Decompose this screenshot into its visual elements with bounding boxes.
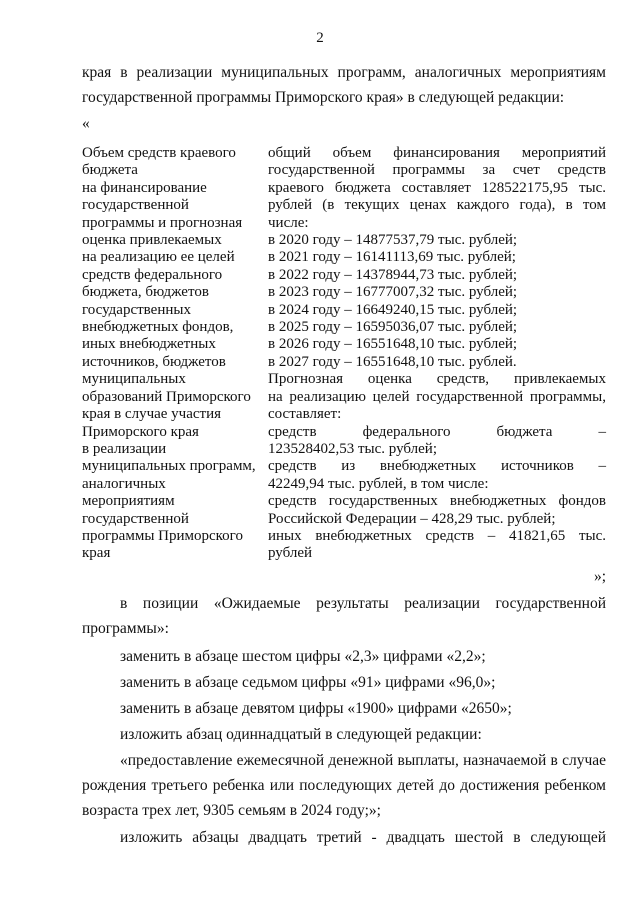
quote-paragraph-line1-wrap bbox=[82, 748, 606, 773]
replace-9-paragraph: заменить в абзаце девятом цифры «1900» цифрами «2650»; bbox=[120, 700, 512, 717]
last-paragraph bbox=[82, 825, 606, 850]
quote-line-3: возраста трех лет, 9305 семьям в 2024 году;»; bbox=[82, 802, 381, 819]
passport-left-line: на финансирование bbox=[82, 179, 207, 196]
passport-right-line: общий объем финансирования мероприятий bbox=[268, 145, 606, 161]
passport-right-line: иных внебюджетных средств – 41821,65 тыс. bbox=[268, 527, 606, 544]
passport-left-line: аналогичных bbox=[82, 475, 166, 492]
intro-paragraph bbox=[82, 60, 606, 110]
replace-6-paragraph: заменить в абзаце шестом цифры «2,3» цифрами «2,2»; bbox=[120, 648, 486, 665]
passport-right-line: на реализацию целей государственной программы, bbox=[268, 388, 606, 405]
page-number: 2 bbox=[316, 30, 324, 46]
passport-left-line: средств федерального bbox=[82, 266, 223, 283]
passport-left-line: государственных bbox=[82, 301, 191, 318]
quote-line-2: рождения третьего ребенка или последующих детей до достижения ребенком bbox=[82, 777, 606, 794]
passport-left-line: в реализации bbox=[82, 440, 167, 457]
passport-left-line: Объем средств краевого bbox=[82, 145, 236, 161]
passport-right-line: в 2026 году – 16551648,10 тыс. рублей; bbox=[268, 336, 518, 353]
passport-left-line: программы Приморского bbox=[82, 527, 243, 544]
passport-right-line: государственной программы за счет средств bbox=[268, 162, 606, 179]
passport-right-line: рублей bbox=[268, 545, 313, 562]
passport-left-column bbox=[82, 145, 254, 563]
close-quote: »; bbox=[593, 568, 606, 585]
open-quote: « bbox=[82, 115, 90, 132]
passport-right-line: 42249,94 тыс. рублей, в том числе: bbox=[268, 475, 489, 492]
passport-left-line: бюджета, бюджетов bbox=[82, 284, 209, 301]
passport-left-line: источников, бюджетов bbox=[82, 353, 226, 370]
passport-left-line: государственной bbox=[82, 510, 189, 527]
passport-left-line: внебюджетных фондов, bbox=[82, 319, 234, 336]
passport-left-line: оценка привлекаемых bbox=[82, 232, 222, 249]
passport-right-line: числе: bbox=[268, 214, 309, 231]
passport-left-line: муниципальных bbox=[82, 371, 186, 388]
passport-right-line: средств из внебюджетных источников – bbox=[268, 458, 606, 475]
passport-table bbox=[82, 145, 606, 563]
passport-left-line: края в случае участия bbox=[82, 406, 222, 423]
last-line: изложить абзацы двадцать третий - двадцать шестой в следующей bbox=[120, 829, 606, 846]
passport-right-line: краевого бюджета составляет 128522175,95 тыс. bbox=[268, 179, 606, 196]
passport-left-line: государственной bbox=[82, 197, 189, 214]
passport-right-line: средств государственных внебюджетных фондов bbox=[268, 493, 606, 510]
quote-line-1: «предоставление ежемесячной денежной выплаты, назначаемой в случае bbox=[120, 752, 606, 769]
passport-right-line: Прогнозная оценка средств, привлекаемых bbox=[268, 371, 606, 388]
passport-right-line: Российской Федерации – 428,29 тыс. рублей; bbox=[268, 510, 556, 527]
position-line-1: в позиции «Ожидаемые результаты реализации государственной bbox=[120, 595, 606, 612]
passport-right-line: в 2027 году – 16551648,10 тыс. рублей. bbox=[268, 353, 517, 370]
passport-left-line: образований Приморского bbox=[82, 388, 251, 405]
passport-left-line: бюджета bbox=[82, 162, 138, 179]
passport-right-line: в 2024 году – 16649240,15 тыс. рублей; bbox=[268, 301, 518, 318]
intro-line-2: государственной программы Приморского края» в следующей редакции: bbox=[82, 89, 565, 106]
passport-right-line: в 2020 году – 14877537,79 тыс. рублей; bbox=[268, 232, 518, 249]
position-line-2: программы»: bbox=[82, 620, 169, 637]
passport-right-line: средств федерального бюджета – bbox=[268, 423, 606, 440]
passport-left-line: программы и прогнозная bbox=[82, 214, 243, 231]
position-paragraph bbox=[82, 591, 606, 616]
passport-left-line: мероприятиям bbox=[82, 493, 175, 510]
state-11-paragraph: изложить абзац одиннадцатый в следующей редакции: bbox=[120, 726, 482, 743]
replace-7-paragraph: заменить в абзаце седьмом цифры «91» цифрами «96,0»; bbox=[120, 674, 496, 691]
passport-left-line: иных внебюджетных bbox=[82, 336, 216, 353]
passport-left-line: края bbox=[82, 545, 111, 562]
passport-right-line: рублей (в текущих ценах каждого года), в том bbox=[268, 197, 606, 214]
passport-left-line: муниципальных программ, bbox=[82, 458, 256, 475]
passport-right-line: в 2021 году – 16141113,69 тыс. рублей; bbox=[268, 249, 516, 266]
passport-left-line: Приморского края bbox=[82, 423, 199, 440]
passport-right-line: составляет: bbox=[268, 406, 342, 423]
position-paragraph-cont bbox=[82, 616, 606, 641]
quote-paragraph-cont bbox=[82, 773, 606, 823]
passport-right-column bbox=[268, 145, 606, 563]
passport-right-line: в 2025 году – 16595036,07 тыс. рублей; bbox=[268, 319, 518, 336]
passport-right-line: 123528402,53 тыс. рублей; bbox=[268, 440, 437, 457]
passport-left-line: на реализацию ее целей bbox=[82, 249, 235, 266]
intro-line-1: края в реализации муниципальных программ, аналогичных мероприятиям bbox=[82, 64, 606, 81]
passport-right-line: в 2022 году – 14378944,73 тыс. рублей; bbox=[268, 266, 518, 283]
passport-right-line: в 2023 году – 16777007,32 тыс. рублей; bbox=[268, 284, 518, 301]
